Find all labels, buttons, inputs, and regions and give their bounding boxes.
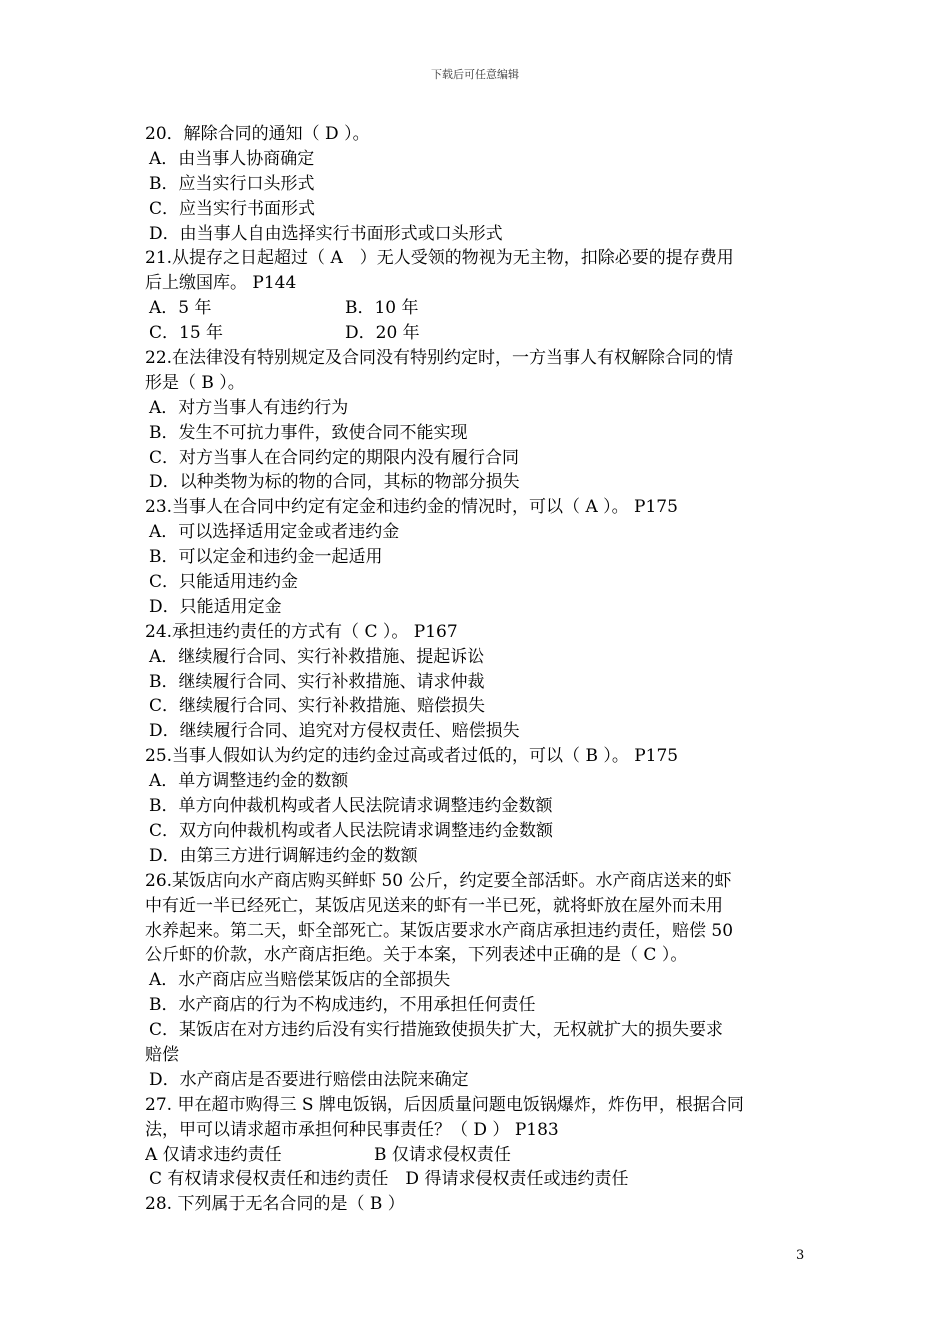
options-27-row-2: C 有权请求侵权责任和违约责任 D 得请求侵权责任或违约责任	[149, 1169, 629, 1190]
option-24-d: D．继续履行合同、追究对方侵权责任、赔偿损失	[149, 721, 520, 742]
question-27-line-1: 27. 甲在超市购得三 S 牌电饭锅，后因质量问题电饭锅爆炸，炸伤甲，根据合同	[145, 1094, 744, 1115]
option-23-a: A．可以选择适用定金或者违约金	[149, 522, 400, 543]
option-26-c-line-1: C．某饭店在对方违约后没有实行措施致使损失扩大，无权就扩大的损失要求	[149, 1020, 724, 1041]
options-21-row-2	[145, 321, 810, 346]
option-22-c: C．对方当事人在合同约定的期限内没有履行合同	[149, 447, 520, 468]
options-21-row-1	[145, 296, 810, 321]
page-header: 下载后可任意编辑	[431, 68, 519, 81]
option-25-c: C．双方向仲裁机构或者人民法院请求调整违约金数额	[149, 820, 554, 841]
question-26-line-1: 26.某饭店向水产商店购买鲜虾 50 公斤，约定要全部活虾。水产商店送来的虾	[145, 870, 732, 891]
option-20-a: A．由当事人协商确定	[149, 148, 315, 169]
option-23-b: B．可以定金和违约金一起适用	[149, 547, 383, 568]
option-23-d: D．只能适用定金	[149, 596, 282, 617]
option-27-a: A 仅请求违约责任	[145, 1144, 282, 1165]
option-20-d: D．由当事人自由选择实行书面形式或口头形式	[149, 223, 503, 244]
question-23: 23.当事人在合同中约定有定金和违约金的情况时，可以（ A ）。 P175	[145, 497, 678, 518]
option-20-b: B．应当实行口头形式	[149, 173, 315, 194]
question-22-line-1: 22.在法律没有特别规定及合同没有特别约定时，一方当事人有权解除合同的情	[145, 348, 734, 369]
option-24-a: A．继续履行合同、实行补救措施、提起诉讼	[149, 646, 485, 667]
option-21-c: C．15 年	[149, 323, 224, 344]
question-26-line-3: 水养起来。第二天，虾全部死亡。某饭店要求水产商店承担违约责任，赔偿 50	[145, 920, 734, 941]
question-27-line-2: 法，甲可以请求超市承担何种民事责任？（ D ） P183	[145, 1119, 559, 1140]
option-21-d: D．20 年	[345, 323, 420, 344]
option-26-b: B．水产商店的行为不构成违约，不用承担任何责任	[149, 995, 536, 1016]
option-25-b: B．单方向仲裁机构或者人民法院请求调整违约金数额	[149, 796, 553, 817]
option-27-b: B 仅请求侵权责任	[374, 1144, 511, 1165]
page-number: 3	[796, 1248, 805, 1263]
question-21-line-1: 21.从提存之日起超过（ A ）无人受领的物视为无主物，扣除必要的提存费用	[145, 248, 734, 269]
question-25: 25.当事人假如认为约定的违约金过高或者过低的，可以（ B ）。 P175	[145, 746, 679, 767]
question-21-line-2: 后上缴国库。 P144	[145, 273, 297, 294]
option-22-a: A．对方当事人有违约行为	[149, 397, 349, 418]
option-22-b: B．发生不可抗力事件，致使合同不能实现	[149, 422, 468, 443]
option-25-a: A．单方调整违约金的数额	[149, 771, 349, 792]
option-20-c: C．应当实行书面形式	[149, 198, 316, 219]
option-21-a: A．5 年	[149, 298, 212, 319]
option-26-a: A．水产商店应当赔偿某饭店的全部损失	[149, 970, 451, 991]
question-22-line-2: 形是（ B ）。	[145, 372, 245, 393]
question-28: 28. 下列属于无名合同的是（ B ）	[145, 1194, 405, 1215]
question-26-line-2: 中有近一半已经死亡，某饭店见送来的虾有一半已死，就将虾放在屋外而未用	[145, 895, 723, 916]
options-27-row-1	[145, 1143, 810, 1168]
document-body	[145, 122, 810, 1217]
option-26-d: D．水产商店是否要进行赔偿由法院来确定	[149, 1069, 469, 1090]
question-26-line-4: 公斤虾的价款，水产商店拒绝。关于本案，下列表述中正确的是（ C ）。	[145, 945, 688, 966]
option-25-d: D．由第三方进行调解违约金的数额	[149, 845, 418, 866]
option-22-d: D．以种类物为标的物的合同，其标的物部分损失	[149, 472, 520, 493]
option-24-b: B．继续履行合同、实行补救措施、请求仲裁	[149, 671, 485, 692]
option-26-c-line-2: 赔偿	[145, 1044, 179, 1065]
option-21-b: B．10 年	[345, 298, 419, 319]
question-20: 20．解除合同的通知（ D ）。	[145, 124, 370, 144]
question-24: 24.承担违约责任的方式有（ C ）。 P167	[145, 621, 458, 642]
option-23-c: C．只能适用违约金	[149, 572, 299, 593]
option-24-c: C．继续履行合同、实行补救措施、赔偿损失	[149, 696, 486, 717]
